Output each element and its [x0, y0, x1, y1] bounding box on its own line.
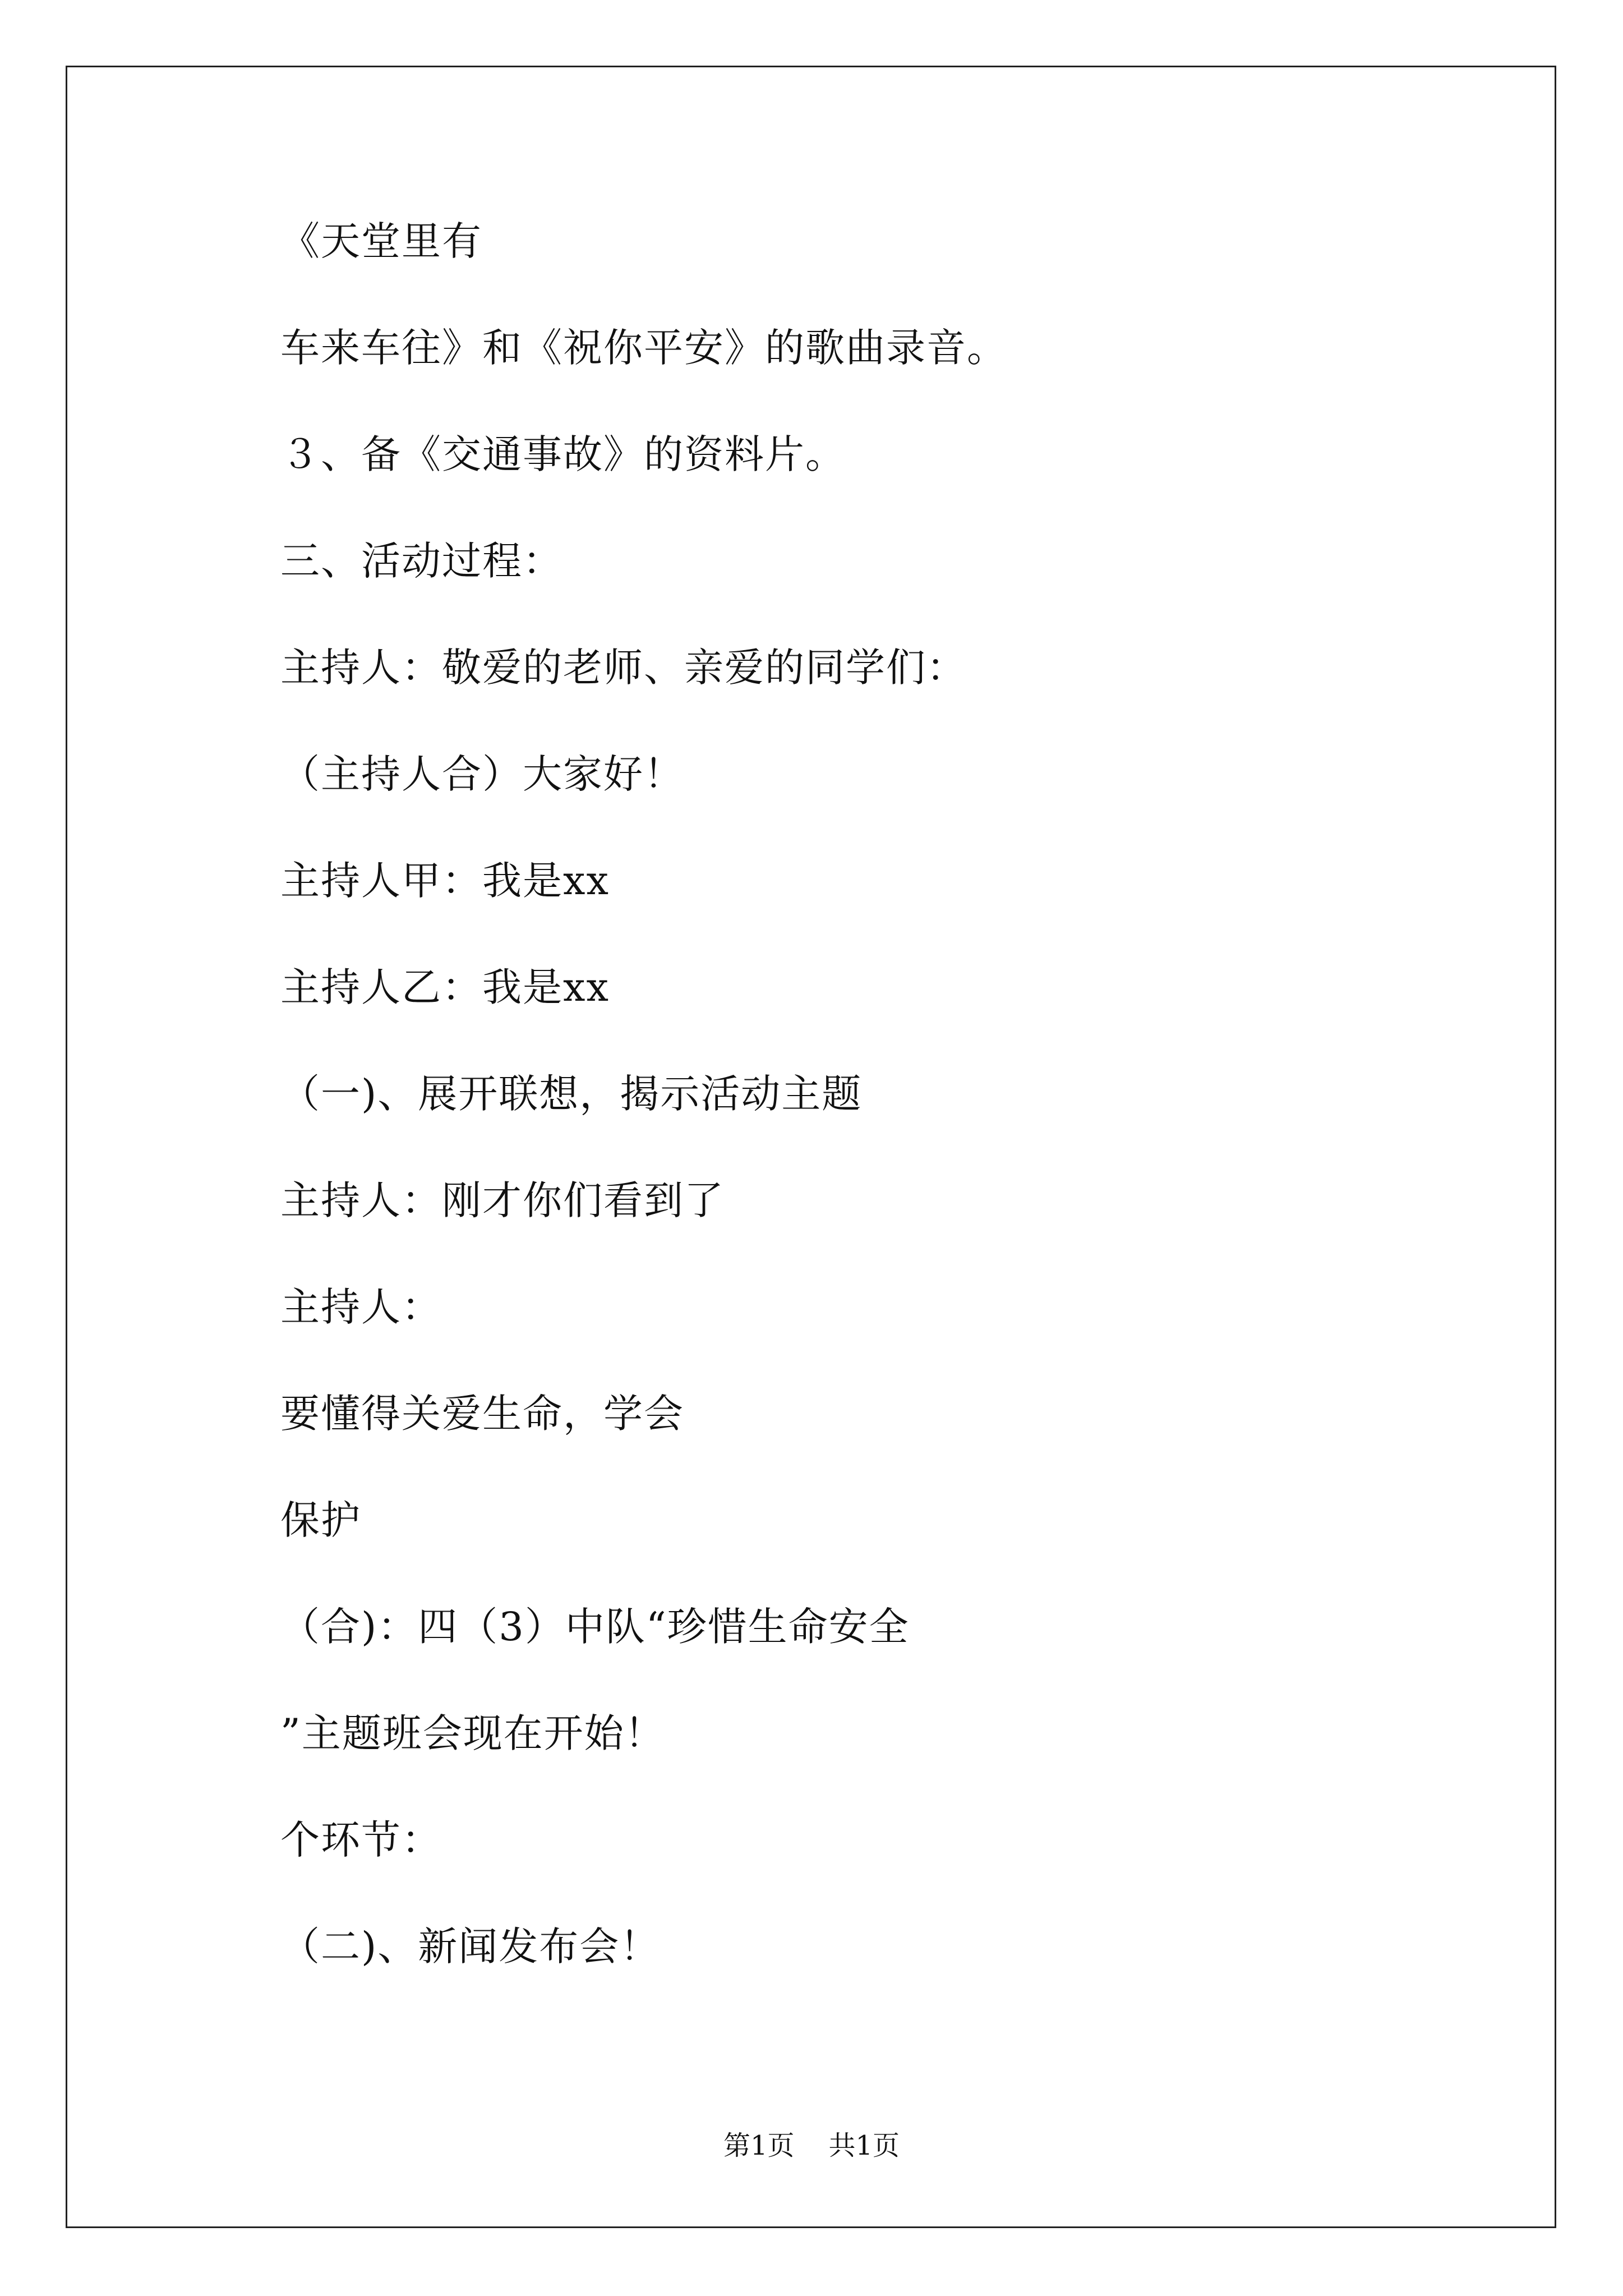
text-line: 车来车往》和《祝你平安》的歌曲录音。	[280, 325, 1007, 371]
text-line: 个环节：	[280, 1817, 442, 1863]
text-line: 要懂得关爱生命，学会	[280, 1391, 684, 1437]
page-number-footer: 第1页 共1页	[723, 2130, 900, 2161]
text-line: 主持人乙：我是xx	[280, 964, 610, 1010]
text-line: （合)：四（3）中队“珍惜生命安全	[280, 1604, 910, 1650]
text-line: 主持人甲：我是xx	[280, 858, 610, 904]
text-line: 主持人：	[280, 1284, 442, 1330]
document-body	[280, 219, 1458, 2031]
text-line: ”主题班会现在开始！	[280, 1710, 665, 1756]
text-line: ３、备《交通事故》的资料片。	[280, 431, 846, 477]
subsection-heading: （二)、新闻发布会！	[280, 1924, 661, 1970]
text-line: 主持人：刚才你们看到了	[280, 1177, 725, 1223]
text-line: 保护	[280, 1497, 361, 1543]
subsection-heading: （一)、展开联想，揭示活动主题	[280, 1071, 863, 1117]
text-line: 主持人：敬爱的老师、亲爱的同学们：	[280, 645, 967, 691]
text-line: （主持人合）大家好！	[280, 751, 684, 797]
text-line: 《天堂里有	[280, 218, 482, 264]
section-heading: 三、活动过程：	[280, 538, 563, 584]
